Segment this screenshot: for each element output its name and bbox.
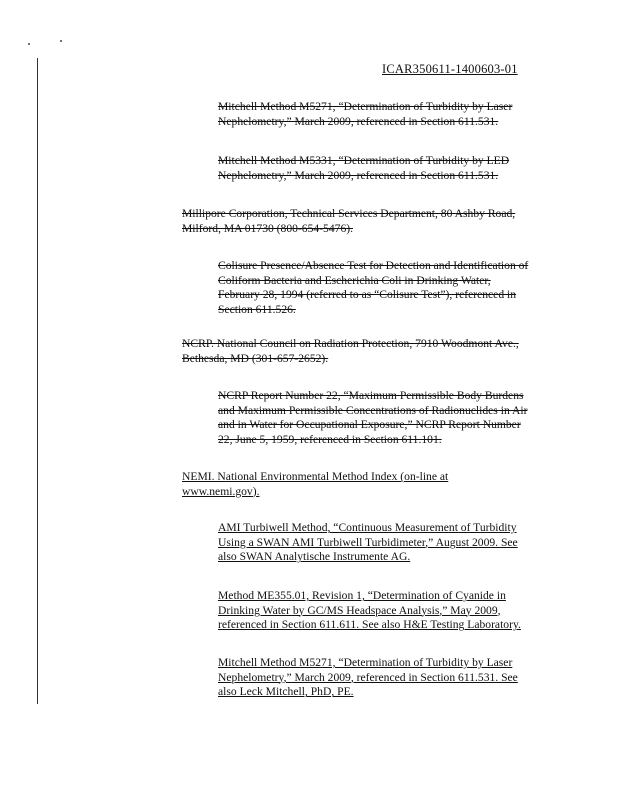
entry-line: Mitchell Method M5331, “Determination of Turbidity by LED <box>218 154 510 167</box>
scan-speck <box>28 43 30 45</box>
entry-nemi <box>182 470 512 499</box>
entry-line: NEMI. National Environmental Method Index (on-line at <box>182 470 449 483</box>
entry-ncrp-report-22 <box>218 389 548 447</box>
entry-line: Coliform Bacteria and Escherichia Coli in Drinking Water, <box>218 273 491 287</box>
entry-line: Nephelometry,” March 2009, referenced in Section 611.531. <box>218 168 499 182</box>
entry-line: Nephelometry,” March 2009, referenced in Section 611.531. <box>218 114 499 128</box>
entry-ami-turbiwell <box>218 521 548 565</box>
entry-line: Mitchell Method M5271, “Determination of Turbidity by Laser <box>218 100 513 113</box>
entry-line: and Maximum Permissible Concentrations of Radionuclides in Air <box>218 403 528 417</box>
entry-line: referenced in Section 611.611. See also H&E Testing Laboratory. <box>218 618 521 632</box>
entry-line: 22, June 5, 1959, referenced in Section 611.101. <box>218 432 442 446</box>
entry-line: Colisure Presence/Absence Test for Detection and Identification of <box>218 259 529 272</box>
entry-line: Using a SWAN AMI Turbiwell Turbidimeter,” August 2009. See <box>218 535 518 549</box>
entry-line: AMI Turbiwell Method, “Continuous Measurement of Turbidity <box>218 521 517 534</box>
entry-line: Nephelometry,” March 2009, referenced in Section 611.531. See <box>218 670 518 684</box>
entry-ncrp <box>182 337 542 366</box>
entry-line: February 28, 1994 (referred to as “Colisure Test”), referenced in <box>218 288 517 302</box>
entry-mitchell-m5271-see-also <box>218 656 548 700</box>
entry-mitchell-m5271 <box>218 100 538 129</box>
entry-line: www.nemi.gov). <box>182 484 260 498</box>
entry-method-me355 <box>218 589 548 633</box>
entry-line: and in Water for Occupational Exposure,” NCRP Report Number <box>218 418 521 432</box>
entry-mitchell-m5331 <box>218 154 538 183</box>
entry-line: also Leck Mitchell, PhD, PE. <box>218 685 354 699</box>
entry-line: Millipore Corporation, Technical Services Department, 80 Ashby Road, <box>182 207 516 220</box>
entry-line: NCRP. National Council on Radiation Protection, 7910 Woodmont Ave., <box>182 337 519 350</box>
scan-speck <box>60 40 62 42</box>
document-id-header: ICAR350611-1400603-01 <box>382 62 518 76</box>
entry-line: Method ME355.01, Revision 1, “Determination of Cyanide in <box>218 589 506 602</box>
entry-line: Mitchell Method M5271, “Determination of Turbidity by Laser <box>218 656 513 669</box>
entry-line: NCRP Report Number 22, “Maximum Permissible Body Burdens <box>218 389 524 402</box>
entry-colisure <box>218 259 548 317</box>
entry-line: Bethesda, MD (301-657-2652). <box>182 351 329 365</box>
entry-line: Milford, MA 01730 (800-654-5476). <box>182 221 353 235</box>
entry-line: Drinking Water by GC/MS Headspace Analysis,” May 2009, <box>218 603 501 617</box>
left-margin-bar <box>37 58 38 704</box>
entry-line: Section 611.526. <box>218 302 296 316</box>
entry-line: also SWAN Analytische Instrumente AG. <box>218 550 411 564</box>
entry-millipore <box>182 207 542 236</box>
